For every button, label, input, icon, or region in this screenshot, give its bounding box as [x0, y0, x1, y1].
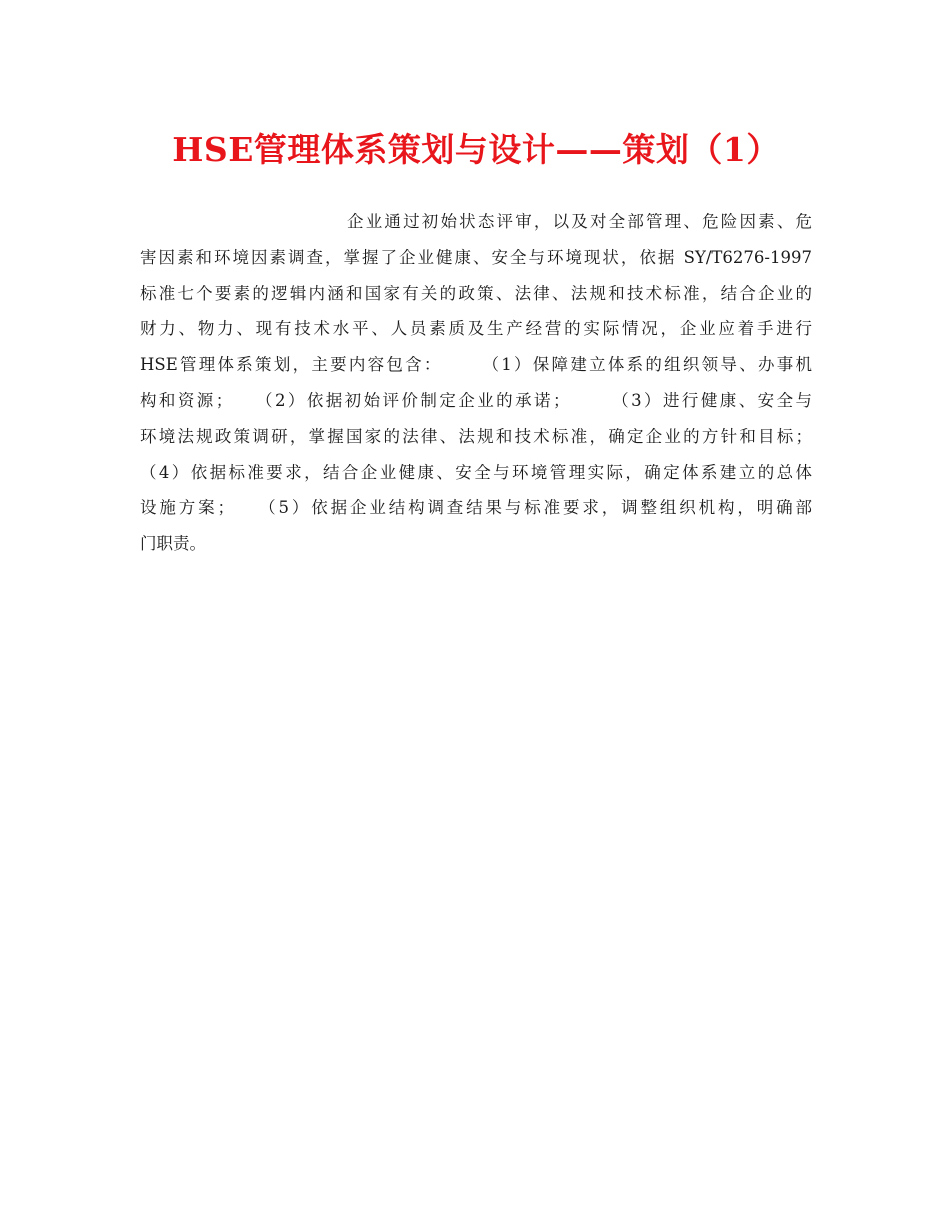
body-line-1: 企业通过初始状态评审，以及对全部管理、危险因素、危 [347, 212, 812, 231]
body-line-2: 害因素和环境因素调查，掌握了企业健康、安全与环境现状，依据 SY/T6276-1997 [140, 247, 812, 267]
body-line-8: （4）依据标准要求，结合企业健康、安全与环境管理实际，确定体系建立的总体 [140, 462, 812, 482]
document-body [140, 204, 812, 562]
body-line-10: 门职责。 [140, 534, 206, 554]
body-line-7: 环境法规政策调研，掌握国家的法律、法规和技术标准，确定企业的方针和目标； [140, 426, 812, 446]
body-line-5: HSE管理体系策划，主要内容包含： （1）保障建立体系的组织领导、办事机 [140, 355, 812, 375]
body-line-6: 构和资源； （2）依据初始评价制定企业的承诺； （3）进行健康、安全与 [140, 390, 812, 410]
body-line-9: 设施方案； （5）依据企业结构调查结果与标准要求，调整组织机构，明确部 [140, 498, 812, 518]
document-title: HSE管理体系策划与设计——策划（1） [172, 130, 780, 169]
body-line-4: 财力、物力、现有技术水平、人员素质及生产经营的实际情况，企业应着手进行 [140, 319, 812, 339]
body-line-3: 标准七个要素的逻辑内涵和国家有关的政策、法律、法规和技术标准，结合企业的 [140, 283, 812, 303]
